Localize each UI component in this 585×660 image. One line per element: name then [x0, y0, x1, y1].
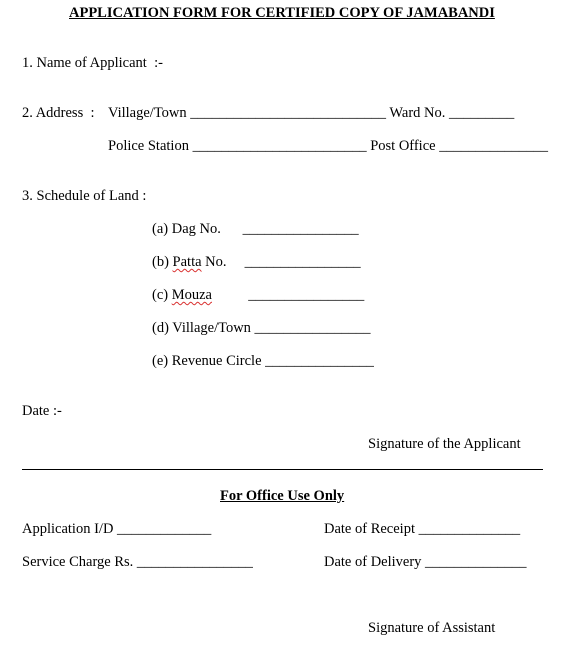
form-title: APPLICATION FORM FOR CERTIFIED COPY OF JAMABANDI — [69, 5, 495, 21]
section-divider — [22, 469, 543, 470]
revenue-circle-line: (e) Revenue Circle _______________ — [152, 353, 374, 369]
village-town-line: (d) Village/Town ________________ — [152, 320, 371, 336]
mouza-word: Mouza — [171, 287, 212, 303]
patta-word: Patta — [172, 254, 202, 270]
applicant-signature: Signature of the Applicant — [368, 436, 521, 452]
application-id-line: Application I/D _____________ — [22, 521, 212, 537]
dag-no-line: (a) Dag No. ________________ — [152, 221, 359, 237]
applicant-name-line: 1. Name of Applicant :- — [22, 55, 163, 71]
mouza-line — [152, 287, 364, 304]
police-postoffice-line: Police Station ________________________ Post Office _______________ — [108, 138, 548, 154]
patta-prefix: (b) — [152, 254, 173, 270]
mouza-suffix: ________________ — [211, 287, 365, 303]
service-charge-line: Service Charge Rs. ________________ — [22, 554, 253, 570]
patta-suffix: No. ________________ — [201, 254, 361, 270]
date-of-delivery-line: Date of Delivery ______________ — [324, 554, 527, 570]
date-line: Date :- — [22, 403, 62, 419]
mouza-prefix: (c) — [152, 287, 172, 303]
address-label: 2. Address : — [22, 105, 95, 121]
office-use-heading: For Office Use Only — [220, 488, 345, 504]
assistant-signature: Signature of Assistant — [368, 620, 496, 636]
village-ward-line: Village/Town ___________________________ Ward No. _________ — [108, 105, 515, 121]
patta-no-line — [152, 254, 361, 271]
schedule-of-land-label: 3. Schedule of Land : — [22, 188, 147, 204]
date-of-receipt-line: Date of Receipt ______________ — [324, 521, 521, 537]
